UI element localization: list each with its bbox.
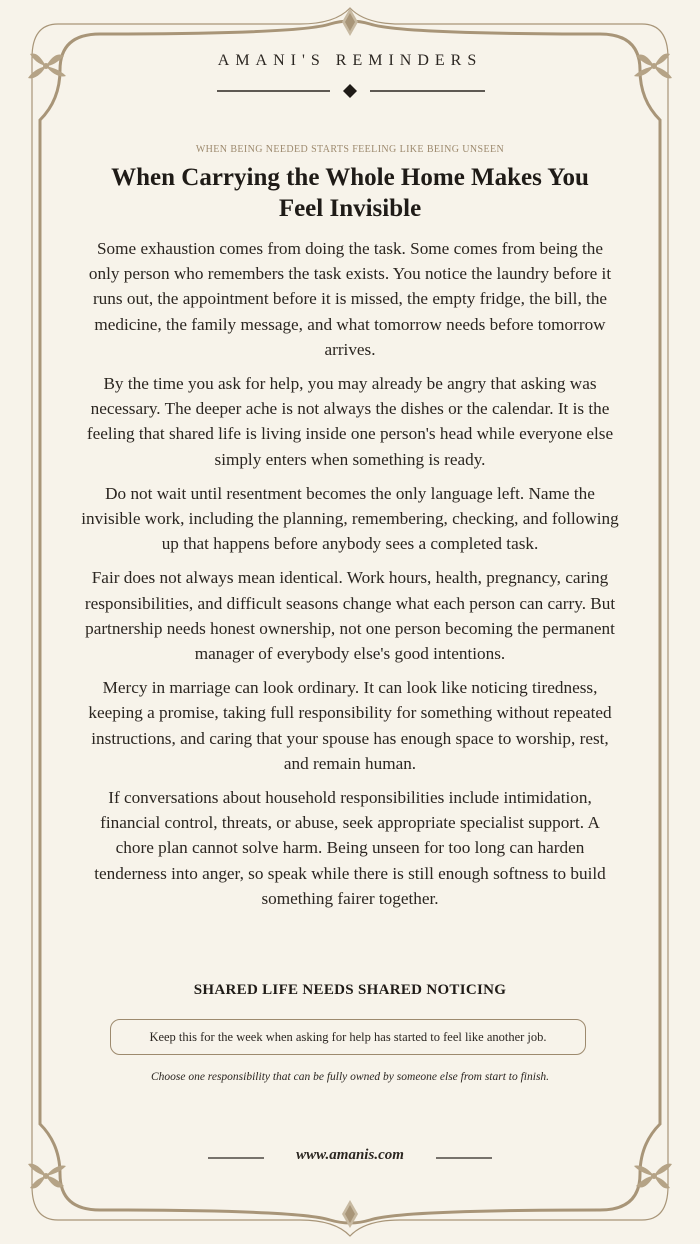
note-text: Keep this for the week when asking for help has started to feel like another job. (149, 1029, 547, 1044)
paragraph: Mercy in marriage can look ordinary. It can look like noticing tiredness, keeping a promise, taking full responsibility for something without repeated instructions, and caring that your spouse has enough space to worship, rest, and remain human. (88, 678, 612, 773)
paragraph: Some exhaustion comes from doing the task. Some comes from being the only person who remembers the task exists. You notice the laundry before it runs out, the appointment before it is missed, the empty fridge, the bill, the medicine, the family message, and what tomorrow needs before tomorrow arrives. (88, 239, 612, 359)
paragraph: Fair does not always mean identical. Work hours, health, pregnancy, caring responsibilities, and difficult seasons change what each person can carry. But partnership needs honest ownership, not one person becoming the permanent manager of everybody else's good intentions. (84, 568, 616, 664)
kicker-text: WHEN BEING NEEDED STARTS FEELING LIKE BEING UNSEEN (195, 144, 505, 155)
article-body (80, 236, 620, 920)
paragraph: By the time you ask for help, you may already be angry that asking was necessary. The deeper ache is not always the dishes or the calendar. It is the feeling that shared life is living inside one person's head while everyone else simply enters when something is ready. (86, 374, 614, 469)
note-box (110, 1019, 586, 1055)
paragraph: If conversations about household responsibilities include intimidation, financial control, threats, or abuse, seek appropriate specialist support. A chore plan cannot solve harm. Being unseen for too long can harden tenderness into anger, so speak while there is still enough softness to build something fairer together. (94, 788, 606, 908)
brand-name: AMANI'S REMINDERS (217, 52, 483, 69)
paragraph: Do not wait until resentment becomes the only language left. Name the invisible work, including the planning, remembering, checking, and following up that happens before anybody sees a completed task. (81, 483, 619, 554)
header-divider (217, 84, 485, 98)
page-title: When Carrying the Whole Home Makes You Feel Invisible (111, 164, 589, 222)
footer-url[interactable]: www.amanis.com (296, 1147, 404, 1163)
action-text: Choose one responsibility that can be fully owned by someone else from start to finish. (150, 1071, 550, 1083)
brand-header (0, 52, 700, 70)
section-heading: SHARED LIFE NEEDS SHARED NOTICING (193, 982, 507, 998)
